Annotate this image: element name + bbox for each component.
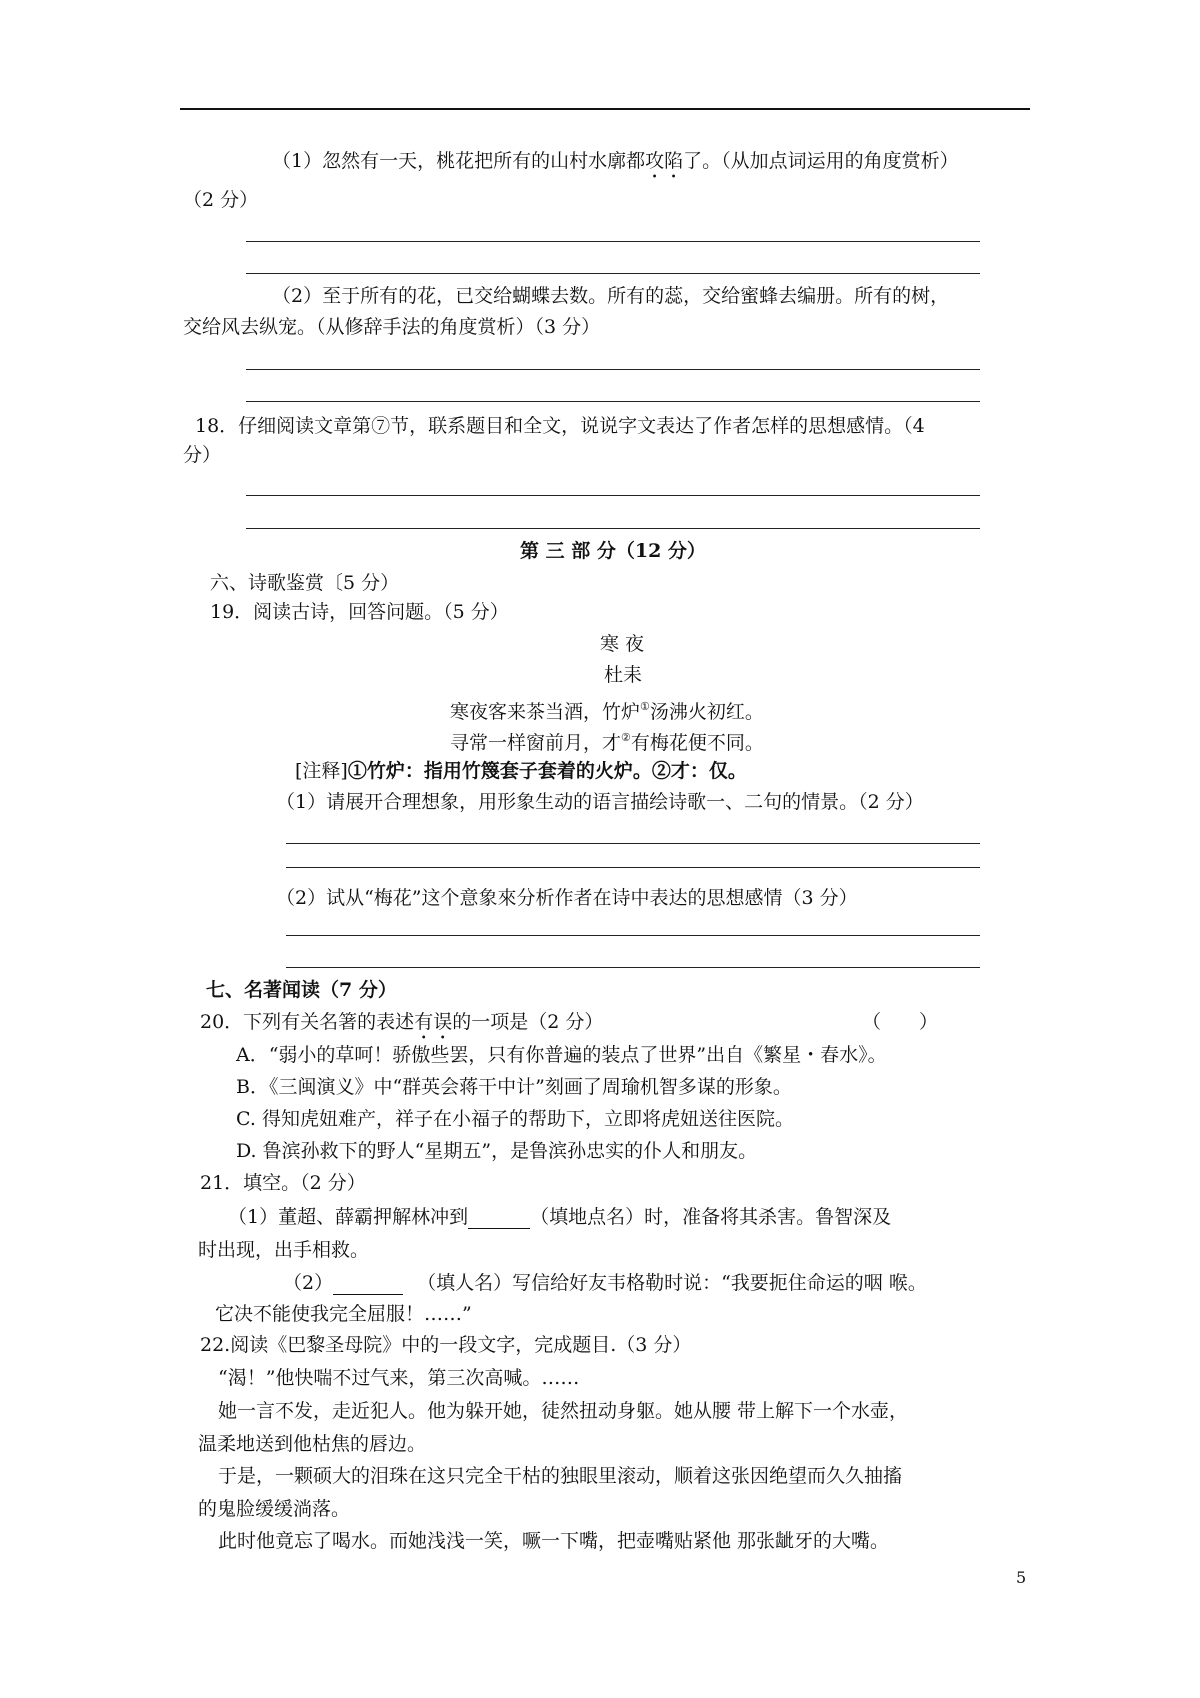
q22-prompt: 22.阅读《巴黎圣母院》中的一段文字，完成题目.（3 分） [200, 1334, 692, 1356]
answer-line[interactable] [286, 843, 980, 844]
part3-title: 第 三 部 分（12 分） [520, 540, 706, 562]
option-b: B．《三闽演义》中“群英会蒋干中计”刻画了周瑜机智多谋的形象。 [236, 1076, 792, 1098]
passage-line: 的鬼脸缓缓淌落。 [198, 1498, 351, 1520]
passage-line: 于是，一颗硕大的泪珠在这只完全干枯的独眼里滚动，顺着这张因绝望而久久抽搐 [218, 1465, 903, 1487]
page-number: 5 [1016, 1568, 1027, 1587]
emphasized-word: 攻陷 [645, 150, 684, 172]
q21-part2-text: （填人名）写信给好友韦格勒时说：“我要扼住命运的咽 喉。 [417, 1272, 927, 1294]
footnote-marker: ② [621, 731, 631, 744]
passage-line: 她一言不发，走近犯人。他为躲开她，徒然扭动身躯。她从腰 带上解下一个水壶， [218, 1400, 909, 1422]
answer-line[interactable] [246, 369, 980, 370]
poem-text: 寻常一样窗前月，才 [450, 732, 622, 754]
q20-score: 的一项是（2 分） [452, 1011, 604, 1033]
poem-text: 汤沸火初红。 [649, 701, 764, 723]
passage-line: 此时他竟忘了喝水。而她浅浅一笑，噘一下嘴，把壶嘴贴紧他 那张龇牙的大嘴。 [218, 1530, 890, 1552]
q20-text: 20．下列有关名箸的表述 [200, 1011, 415, 1033]
q21-part2-line2: 它决不能使我完全屈服！……” [215, 1303, 472, 1325]
q17-part1-score: （2 分） [183, 189, 259, 211]
q17-part1 [272, 149, 959, 183]
header-rule [180, 108, 1030, 110]
q19-prompt: 19．阅读古诗，回答问题。（5 分） [210, 601, 509, 623]
poem-title: 寒 夜 [600, 633, 645, 655]
answer-line[interactable] [246, 528, 980, 529]
q21-part2-text: （2） [283, 1272, 334, 1294]
q18-line1: 18．仔细阅读文章第⑦节，联系题目和全文，说说字文表达了作者怎样的思想感情。（4 [195, 415, 925, 437]
answer-line[interactable] [246, 273, 980, 274]
q20-answer-paren[interactable]: （ ） [862, 1011, 939, 1033]
section7-heading: 七、名著闻读（7 分） [206, 979, 397, 1001]
poem-line-1 [450, 695, 764, 724]
q19-part1: （1）请展开合理想象，用形象生动的语言描绘诗歌一、二句的情景。（2 分） [276, 791, 924, 813]
fill-blank[interactable] [333, 1276, 403, 1295]
fill-blank[interactable] [468, 1210, 530, 1229]
q21-part1-text: （1）董超、薛霸押解林冲到 [228, 1206, 469, 1228]
answer-line[interactable] [246, 401, 980, 402]
q21-part1-text: （填地点名）时，准备将其杀害。鲁智深及 [530, 1206, 892, 1228]
q20-prompt [200, 1010, 603, 1044]
note-label: [注释] [295, 760, 348, 782]
poem-text: 寒夜客来茶当酒，竹炉 [450, 701, 641, 723]
poem-line-2 [450, 726, 764, 755]
poem-author: 杜耒 [604, 664, 643, 686]
answer-line[interactable] [246, 495, 980, 496]
q21-part1 [228, 1205, 891, 1229]
answer-line[interactable] [286, 967, 980, 968]
passage-line: “渴！”他快喘不过气来，第三次高喊。…… [218, 1367, 580, 1389]
answer-line[interactable] [286, 935, 980, 936]
passage-line: 温柔地送到他枯焦的唇边。 [198, 1433, 427, 1455]
emphasized-word: 有误 [414, 1011, 453, 1033]
q18-line2: 分） [183, 444, 222, 466]
q17-part2-line1: （2）至于所有的花，已交给蝴蝶去数。所有的蕊，交给蜜蜂去编册。所有的树， [272, 285, 950, 307]
answer-line[interactable] [286, 867, 980, 868]
footnote-marker: ① [640, 700, 650, 713]
q17-part1-instruction: 了。（从加点词运用的角度赏析） [683, 150, 959, 172]
q21-part1-line2: 时出现，出手相救。 [198, 1239, 370, 1261]
poem-note [295, 759, 747, 783]
note-text: ①竹炉：指用竹篾套子套着的火炉。②才：仅。 [347, 760, 747, 782]
answer-line[interactable] [246, 241, 980, 242]
q17-part2-line2: 交给风去纵宠。（从修辞手法的角度赏析）（3 分） [183, 316, 601, 338]
option-a: A．“弱小的草呵！骄傲些罢，只有你普遍的装点了世界”出自《繁星・春水》。 [236, 1044, 887, 1066]
q21-prompt: 21．填空。（2 分） [200, 1172, 366, 1194]
q19-part2: （2）试从“梅花”这个意象來分析作者在诗中表达的思想感情（3 分） [276, 887, 858, 909]
q21-part2 [283, 1271, 927, 1295]
option-c: C. 得知虎妞难产，祥子在小福子的帮助下，立即将虎妞送往医院。 [236, 1108, 794, 1130]
q17-part1-text: （1）忽然有一天，桃花把所有的山村水廓都 [272, 150, 646, 172]
option-d: D. 鲁滨孙救下的野人“星期五”，是鲁滨孙忠实的仆人和朋友。 [236, 1140, 758, 1162]
poem-text: 有梅花便不同。 [630, 732, 764, 754]
section6-heading: 六、诗歌鉴赏〔5 分） [210, 572, 400, 594]
